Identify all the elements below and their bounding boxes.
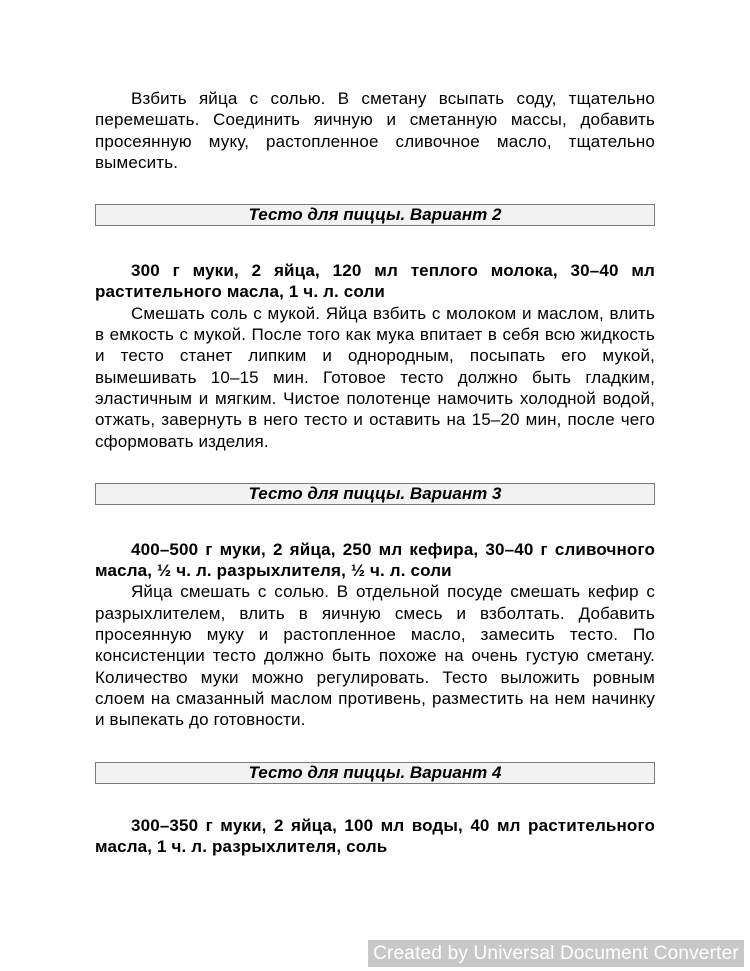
method-variant-2: Смешать соль с мукой. Яйца взбить с молоком и маслом, влить в емкость с мукой. После того как мука впитает в себя всю жидкость и тесто станет липким и однородным, посыпать его мукой, вымешивать 10–15 мин. Готовое тесто должно быть гладким, эластичным и мягким. Чистое полотенце намочить холодной водой, отжать, завернуть в него тесто и оставить на 15–20 мин, после чего сформовать изделия. (95, 303, 655, 451)
document-page (95, 88, 655, 857)
ingredients-variant-4: 300–350 г муки, 2 яйца, 100 мл воды, 40 мл растительного масла, 1 ч. л. разрыхлителя, соль (95, 815, 655, 856)
section-title-variant-3: Тесто для пиццы. Вариант 3 (95, 483, 655, 505)
intro-paragraph: Взбить яйца с солью. В сметану всыпать соду, тщательно перемешать. Соединить яичную и сметанную массы, добавить просеянную муку, растопленное сливочное масло, тщательно вымесить. (95, 89, 655, 172)
watermark-banner: Created by Universal Document Converter (368, 940, 744, 967)
section-title-variant-2: Тесто для пиццы. Вариант 2 (95, 204, 655, 226)
ingredients-variant-3: 400–500 г муки, 2 яйца, 250 мл кефира, 30–40 г сливочного масла, ½ ч. л. разрыхлителя, ½ ч. л. соли (95, 539, 655, 581)
method-variant-3: Яйца смешать с солью. В отдельной посуде смешать кефир с разрыхлителем, влить в яичную смесь и взболтать. Добавить просеянную муку и растопленное масло, замесить тесто. По консистенции тесто должно быть похоже на очень густую сметану. Количество муки можно регулировать. Тесто выложить ровным слоем на смазанный маслом противень, разместить на нем начинку и выпекать до готовности. (95, 582, 655, 730)
ingredients-variant-2: 300 г муки, 2 яйца, 120 мл теплого молока, 30–40 мл растительного масла, 1 ч. л. соли (95, 261, 655, 302)
section-title-variant-4: Тесто для пиццы. Вариант 4 (95, 762, 655, 784)
